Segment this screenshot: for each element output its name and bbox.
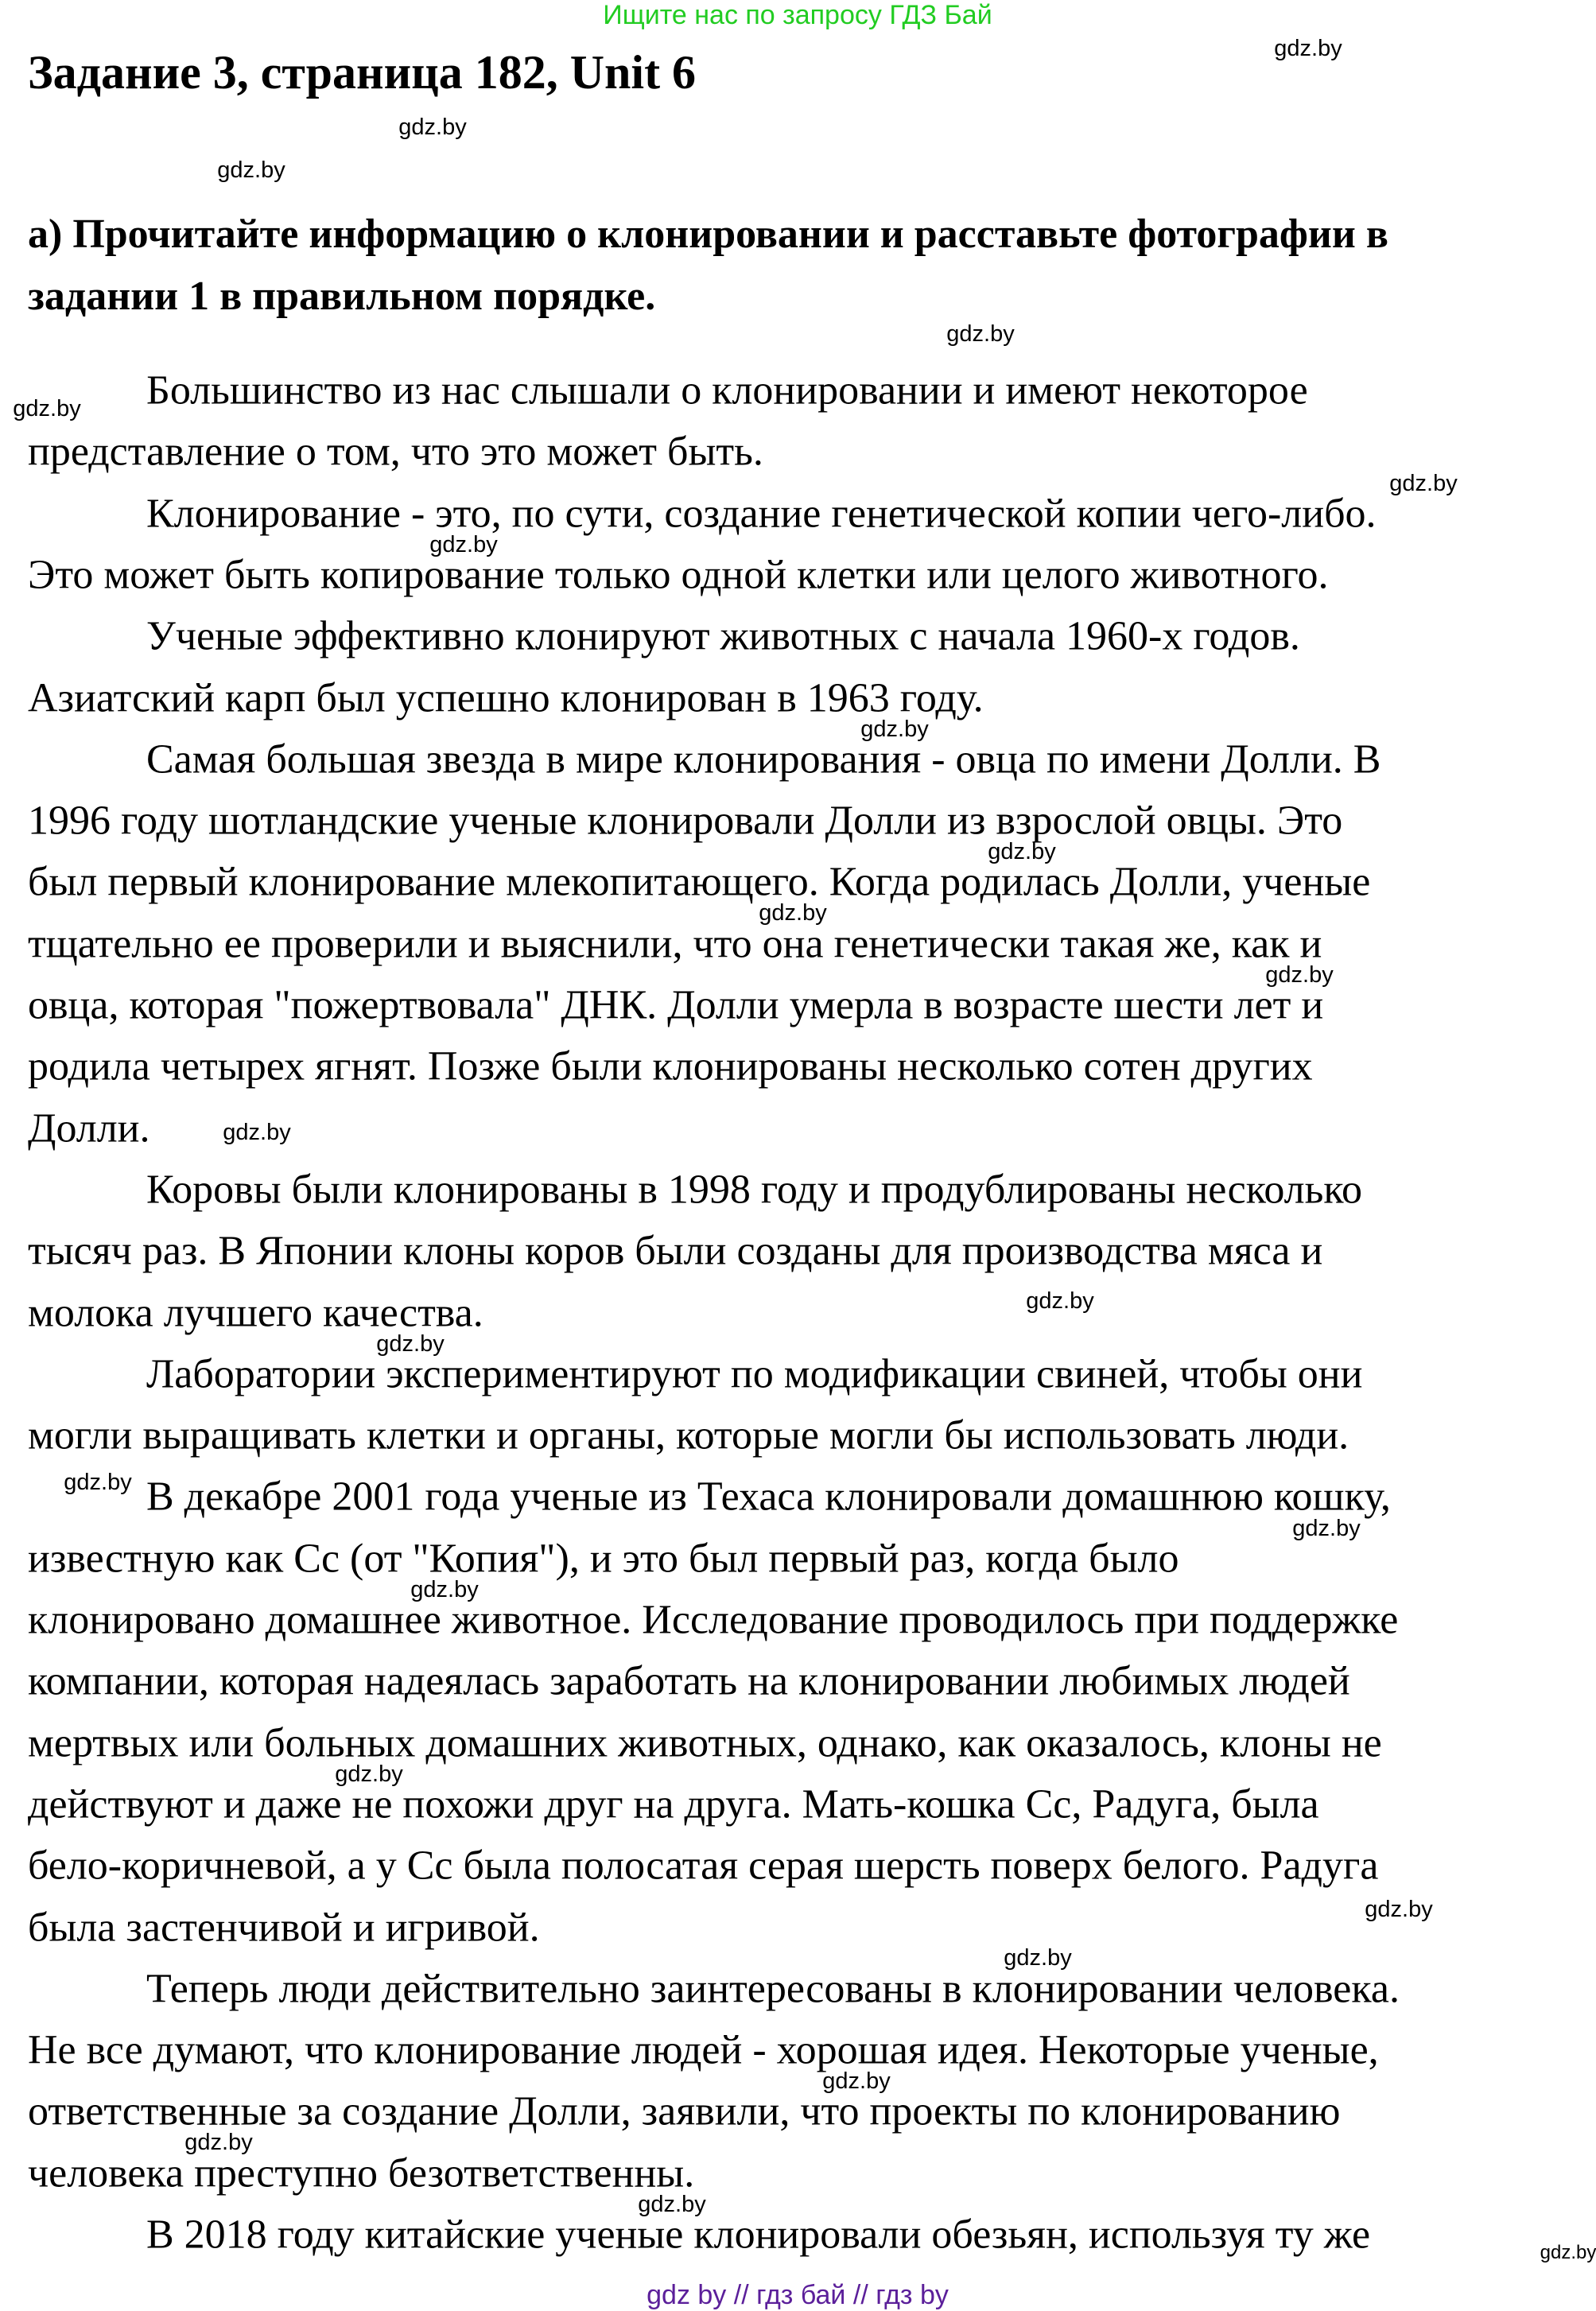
body-line: Коровы были клонированы в 1998 году и продублированы несколько [146, 1167, 1362, 1213]
body-line: могли выращивать клетки и органы, которые могли бы использовать люди. [28, 1412, 1349, 1458]
watermark: gdz.by [1004, 1944, 1072, 1971]
watermark: gdz.by [184, 2129, 253, 2155]
body-line: молока лучшего качества. [28, 1289, 483, 1335]
body-line: была застенчивой и игривой. [28, 1904, 540, 1950]
body-line: мертвых или больных домашних животных, однако, как оказалось, клоны не [28, 1719, 1382, 1765]
watermark: gdz.by [759, 899, 827, 926]
watermark: gdz.by [398, 114, 467, 140]
task-instruction-line-2: задании 1 в правильном порядке. [28, 274, 656, 319]
body-line: Азиатский карп был успешно клонирован в 1963 году. [28, 674, 984, 720]
watermark: gdz.by [1026, 1288, 1094, 1314]
task-instruction-line-1: а) Прочитайте информацию о клонировании и расставьте фотографии в [28, 212, 1388, 257]
watermark: gdz.by [1540, 2242, 1596, 2264]
body-line: Не все думают, что клонирование людей - хорошая идея. Некоторые ученые, [28, 2027, 1379, 2073]
watermark: gdz.by [376, 1330, 445, 1357]
watermark: gdz.by [217, 157, 285, 183]
body-line: Большинство из нас слышали о клонировании и имеют некоторое [146, 367, 1308, 414]
watermark: gdz.by [988, 838, 1056, 864]
body-line: действуют и даже не похожи друг на друга. Мать-кошка Cc, Радуга, была [28, 1781, 1319, 1827]
watermark: gdz.by [410, 1576, 479, 1602]
watermark: gdz.by [638, 2191, 706, 2217]
watermark: gdz.by [223, 1119, 291, 1145]
body-line: компании, которая надеялась заработать на клонировании любимых людей [28, 1658, 1350, 1704]
body-line: 1996 году шотландские ученые клонировали Долли из взрослой овцы. Это [28, 798, 1343, 844]
body-line: Теперь люди действительно заинтересованы в клонировании человека. [146, 1966, 1400, 2012]
watermark: gdz.by [1389, 470, 1458, 496]
body-line: представление о том, что это может быть. [28, 429, 763, 475]
body-line: тщательно ее проверили и выяснили, что она генетически такая же, как и [28, 920, 1322, 966]
watermark: gdz.by [1265, 961, 1334, 988]
watermark: gdz.by [64, 1469, 132, 1495]
body-line: Клонирование - это, по сути, создание генетической копии чего-либо. [146, 490, 1377, 536]
body-line: Это может быть копирование только одной клетки или целого животного. [28, 552, 1329, 598]
body-line: В 2018 году китайские ученые клонировали обезьян, используя ту же [146, 2212, 1371, 2258]
body-line: Долли. [28, 1105, 150, 1151]
body-line: человека преступно безответственны. [28, 2150, 695, 2196]
body-line: тысяч раз. В Японии клоны коров были созданы для производства мяса и [28, 1228, 1323, 1274]
body-line: родила четырех ягнят. Позже были клонированы несколько сотен других [28, 1043, 1313, 1089]
body-line: В декабре 2001 года ученые из Техаса клонировали домашнюю кошку, [146, 1474, 1391, 1520]
body-line: овца, которая "пожертвовала" ДНК. Долли умерла в возрасте шести лет и [28, 982, 1324, 1028]
body-line: бело-коричневой, а у Cc была полосатая серая шерсть поверх белого. Радуга [28, 1843, 1379, 1889]
body-line: клонировано домашнее животное. Исследование проводилось при поддержке [28, 1597, 1399, 1643]
watermark: gdz.by [1365, 1896, 1433, 1922]
watermark: gdz.by [1274, 35, 1342, 61]
watermark: gdz.by [860, 716, 929, 742]
body-line: Лаборатории экспериментируют по модификации свиней, чтобы они [146, 1351, 1363, 1397]
body-line: известную как Cc (от "Копия"), и это был первый раз, когда было [28, 1535, 1179, 1581]
body-line: был первый клонирование млекопитающего. Когда родилась Долли, ученые [28, 859, 1371, 905]
watermark: gdz.by [429, 531, 498, 557]
body-line: Ученые эффективно клонируют животных с начала 1960-х годов. [146, 613, 1300, 659]
search-banner: Ищите нас по запросу ГДЗ Бай [603, 0, 992, 30]
watermark: gdz.by [335, 1761, 403, 1787]
footer-links: gdz by // гдз бай // гдз by [647, 2280, 949, 2310]
watermark: gdz.by [946, 320, 1015, 347]
body-line: Самая большая звезда в мире клонирования - овца по имени Долли. В [146, 736, 1381, 783]
watermark: gdz.by [13, 395, 81, 421]
page-title: Задание 3, страница 182, Unit 6 [28, 46, 697, 99]
body-line: ответственные за создание Долли, заявили, что проекты по клонированию [28, 2088, 1341, 2134]
watermark: gdz.by [822, 2068, 891, 2094]
watermark: gdz.by [1292, 1515, 1361, 1541]
